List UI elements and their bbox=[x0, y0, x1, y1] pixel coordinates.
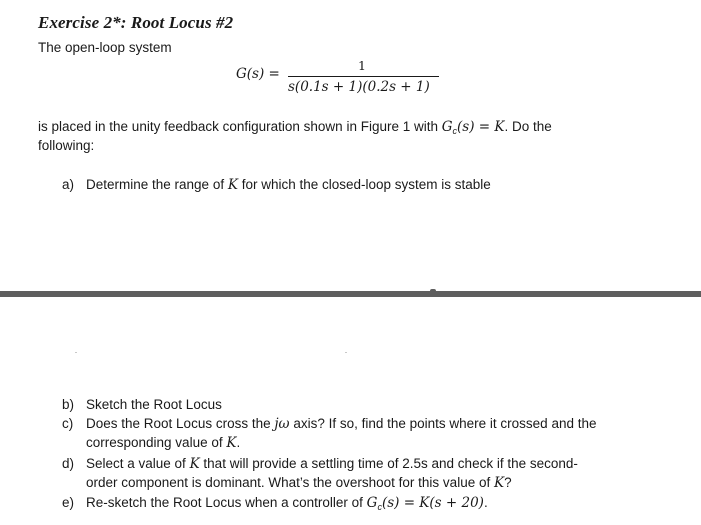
item-e-letter: e) bbox=[62, 495, 75, 510]
divider-notch bbox=[430, 289, 436, 292]
item-d-line2a: order component is dominant. What’s the overshoot for this value of bbox=[86, 475, 494, 490]
item-c-jw: jω bbox=[274, 416, 290, 432]
item-a-text1: Determine the range of bbox=[86, 177, 228, 192]
item-b-letter: b) bbox=[62, 397, 75, 412]
item-d-text1: Select a value of bbox=[86, 456, 190, 471]
item-c-line2 bbox=[86, 433, 240, 453]
fraction-bar bbox=[288, 76, 439, 77]
item-e bbox=[62, 493, 488, 517]
equation-numerator: 1 bbox=[358, 58, 366, 73]
item-d-k: K bbox=[189, 456, 200, 472]
item-a-letter: a) bbox=[62, 177, 75, 192]
item-e-text1: Re-sketch the Root Locus when a controller of bbox=[86, 495, 367, 510]
paragraph-line-1 bbox=[38, 117, 552, 141]
item-d-letter: d) bbox=[62, 456, 75, 471]
item-e-gc-rest: (s) = K(s + 20) bbox=[381, 495, 484, 511]
item-d bbox=[62, 454, 578, 474]
section-divider bbox=[0, 291, 701, 297]
item-c-k: K bbox=[226, 435, 237, 451]
item-d-text2: that will provide a settling time of 2.5s and check if the second- bbox=[199, 456, 578, 471]
intro-text: The open-loop system bbox=[38, 40, 172, 55]
item-b bbox=[62, 395, 222, 414]
equation-lhs: G(s) = bbox=[236, 66, 280, 82]
exercise-title: Exercise 2*: Root Locus #2 bbox=[38, 13, 234, 32]
paragraph-part1: is placed in the unity feedback configuration shown in Figure 1 with bbox=[38, 119, 442, 134]
item-e-gc-sub: c bbox=[377, 502, 382, 512]
paragraph-gc-sub: c bbox=[452, 126, 458, 136]
item-e-text2: . bbox=[483, 495, 488, 510]
item-a-text2: for which the closed-loop system is stable bbox=[237, 177, 491, 192]
item-d-k2: K bbox=[493, 475, 505, 491]
item-a bbox=[62, 175, 491, 195]
item-c-text2: axis? If so, find the points where it crossed and the bbox=[289, 416, 597, 431]
paragraph-gc: G bbox=[441, 119, 453, 135]
scan-speck bbox=[75, 352, 77, 353]
item-a-k: K bbox=[227, 177, 238, 193]
paragraph-gc-rest: (s) = K bbox=[457, 119, 505, 135]
item-c-text1: Does the Root Locus cross the bbox=[86, 416, 275, 431]
item-b-text: Sketch the Root Locus bbox=[86, 397, 222, 412]
item-e-gc: G bbox=[366, 495, 378, 511]
equation-denominator: s(0.1s + 1)(0.2s + 1) bbox=[288, 79, 430, 95]
item-c-line2b: . bbox=[236, 435, 241, 450]
paragraph-line-2: following: bbox=[38, 138, 95, 153]
item-d-line2b: ? bbox=[504, 475, 512, 490]
paragraph-part2: . Do the bbox=[504, 119, 552, 134]
scan-speck bbox=[345, 352, 347, 353]
item-d-line2 bbox=[86, 473, 512, 493]
item-c-letter: c) bbox=[62, 416, 74, 431]
item-c-line2a: corresponding value of bbox=[86, 435, 227, 450]
item-c bbox=[62, 414, 596, 434]
